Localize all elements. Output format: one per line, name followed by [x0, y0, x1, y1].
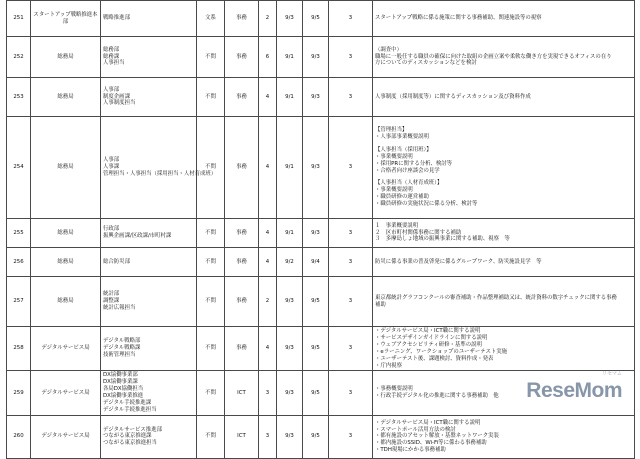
- row-number-cell: 257: [7, 277, 31, 327]
- department-line: 振興企画課/区政課/市町村課: [103, 233, 172, 239]
- department-line: 人事担当: [103, 60, 125, 67]
- table-row: [7, 78, 635, 117]
- department-line: 戦略推進部: [103, 15, 130, 22]
- department-line: デジタルサービス推進部: [103, 426, 162, 433]
- table-row: [7, 219, 635, 248]
- major-cell: 不問: [197, 117, 225, 219]
- department-cell: [101, 327, 197, 371]
- table-row: [7, 277, 635, 327]
- content-line: ・人事部事業概要説明: [375, 133, 429, 140]
- department-line: つながる東京推進課: [103, 433, 152, 440]
- department-cell: [101, 277, 197, 327]
- days-cell: 3: [329, 1, 373, 37]
- department-line: 人事部: [103, 86, 120, 93]
- field-cell: 事務: [225, 277, 259, 327]
- people-count-cell: 3: [259, 371, 277, 415]
- content-cell: [373, 277, 635, 327]
- content-line: 【人事担当（人材育成班）】: [375, 180, 443, 187]
- content-line: ・行政手続デジタル化の推進に関する事務補助 他: [375, 393, 499, 400]
- row-number-cell: 255: [7, 219, 31, 248]
- department-cell: [101, 1, 197, 37]
- row-number-cell: 260: [7, 415, 31, 458]
- department-line: 総務課: [103, 53, 120, 60]
- content-line: 職場に一般任する職員の確保に向けた取組の企画立案や柔軟な働き方を実現できるオフィスの在り: [375, 53, 612, 60]
- department-line: 調整課: [103, 298, 120, 305]
- people-count-cell: 6: [259, 37, 277, 78]
- content-line: ・事業概要説明: [375, 153, 413, 160]
- days-cell: 3: [329, 415, 373, 458]
- row-number-cell: 259: [7, 371, 31, 415]
- content-line: ・ユーザーテスト後、課題検討、資料作成・発表: [375, 355, 494, 362]
- major-cell: 不問: [197, 277, 225, 327]
- end-date-cell: 9/4: [303, 248, 329, 277]
- major-cell: 不問: [197, 219, 225, 248]
- department-line: 各局DX協働担当: [103, 386, 144, 393]
- people-count-cell: 2: [259, 277, 277, 327]
- bureau-cell: スタートアップ戦略推進本部: [31, 1, 101, 37]
- start-date-cell: 9/1: [277, 78, 303, 117]
- content-cell: [373, 327, 635, 371]
- start-date-cell: 9/3: [277, 327, 303, 371]
- people-count-cell: 4: [259, 78, 277, 117]
- department-line: 行政部: [103, 226, 120, 233]
- content-line: スタートアップ戦略に係る施策に関する事務補助、関連施設等の視察: [375, 15, 542, 22]
- people-count-cell: 4: [259, 117, 277, 219]
- content-line: ・職員研修の実施状況に係る分析、検討等: [375, 201, 478, 208]
- content-line: 防災に係る事業の普及啓発に係るグループワーク、防災施設見学 等: [375, 258, 542, 265]
- content-cell: [373, 248, 635, 277]
- field-cell: 事務: [225, 78, 259, 117]
- end-date-cell: 9/3: [303, 219, 329, 248]
- row-number-cell: 254: [7, 117, 31, 219]
- content-line: 【管理担当】: [375, 126, 408, 133]
- people-count-cell: 4: [259, 327, 277, 371]
- content-line: ・デジタルサービス局・ICT職に関する説明: [375, 328, 481, 334]
- bureau-cell: 総務局: [31, 277, 101, 327]
- bureau-cell: 総務局: [31, 117, 101, 219]
- days-cell: 3: [329, 37, 373, 78]
- department-line: デジタル手続推進課: [103, 400, 152, 407]
- row-number-cell: 252: [7, 37, 31, 78]
- content-cell: [373, 78, 635, 117]
- department-line: 管理担当・人事担当（採用担当・人材育成班）: [103, 170, 217, 177]
- bureau-cell: デジタルサービス局: [31, 371, 101, 415]
- department-line: 人事部: [103, 157, 120, 164]
- row-number-cell: 258: [7, 327, 31, 371]
- department-line: 総務部: [103, 46, 120, 53]
- people-count-cell: 2: [259, 1, 277, 37]
- people-count-cell: 3: [259, 415, 277, 458]
- end-date-cell: 9/3: [303, 78, 329, 117]
- end-date-cell: 9/5: [303, 1, 329, 37]
- bureau-cell: デジタルサービス局: [31, 327, 101, 371]
- content-cell: [373, 37, 635, 78]
- major-cell: 不問: [197, 415, 225, 458]
- table-row: [7, 117, 635, 219]
- department-cell: [101, 78, 197, 117]
- department-cell: [101, 415, 197, 458]
- content-cell: [373, 117, 635, 219]
- days-cell: 3: [329, 117, 373, 219]
- start-date-cell: 9/1: [277, 37, 303, 78]
- field-cell: 事務: [225, 248, 259, 277]
- bureau-cell: 総務局: [31, 78, 101, 117]
- end-date-cell: 9/5: [303, 327, 329, 371]
- content-line: ・職員研修の運営補助: [375, 194, 429, 201]
- department-cell: [101, 219, 197, 248]
- major-cell: 不問: [197, 248, 225, 277]
- major-cell: 不問: [197, 371, 225, 415]
- watermark-logo-text: ReseMom: [526, 379, 622, 402]
- content-line: ・庁内視察: [375, 362, 402, 369]
- content-line: ・都内施設のSSID、Wi-Fi等に係わる事務補助: [375, 440, 487, 447]
- content-line: ・採用PRに関する分析、検討等: [375, 160, 453, 167]
- department-cell: [101, 37, 197, 78]
- content-line: 方についてのディスカッションなどを検討: [375, 60, 477, 67]
- content-line: （調査中）: [375, 46, 402, 53]
- bureau-cell: 総務局: [31, 219, 101, 248]
- field-cell: 事務: [225, 117, 259, 219]
- row-number-cell: 251: [7, 1, 31, 37]
- major-cell: 不問: [197, 78, 225, 117]
- field-cell: ICT: [225, 371, 259, 415]
- content-cell: [373, 1, 635, 37]
- content-line: ・デジタルサービス局・ICT職に関する説明: [375, 419, 481, 426]
- major-cell: 不問: [197, 327, 225, 371]
- people-count-cell: 4: [259, 248, 277, 277]
- department-line: 人事制度担当: [103, 100, 136, 107]
- content-line: ・都有施設のアセット解放・基盤ネットワーク実装: [375, 433, 499, 440]
- field-cell: 事務: [225, 1, 259, 37]
- end-date-cell: 9/5: [303, 371, 329, 415]
- department-line: 人事課: [103, 164, 120, 171]
- end-date-cell: 9/5: [303, 277, 329, 327]
- start-date-cell: 9/3: [277, 415, 303, 458]
- start-date-cell: 9/3: [277, 277, 303, 327]
- content-line: ・合格者向け座談会の見学: [375, 167, 440, 174]
- content-line: 東京都統計グラフコンクールの審査補助・作品整理補助又は、統計資料の数字チェックに関する事務: [375, 294, 617, 301]
- end-date-cell: 9/3: [303, 37, 329, 78]
- days-cell: 3: [329, 78, 373, 117]
- row-number-cell: 253: [7, 78, 31, 117]
- content-line: ・ウェブアクセシビリティ研修・基準の説明: [375, 341, 482, 348]
- content-line: 人事制度（採用制度等）に関するディスカッション及び資料作成: [375, 93, 531, 100]
- content-line: ・TDH現場にかかる事務補助: [375, 447, 446, 454]
- content-cell: [373, 219, 635, 248]
- bureau-cell: デジタルサービス局: [31, 415, 101, 458]
- department-line: DX協働事業課: [103, 379, 138, 386]
- department-line: 技術管理担当: [103, 352, 136, 359]
- days-cell: 3: [329, 277, 373, 327]
- major-cell: 文系: [197, 1, 225, 37]
- days-cell: 3: [329, 371, 373, 415]
- people-count-cell: 4: [259, 219, 277, 248]
- field-cell: 事務: [225, 327, 259, 371]
- content-cell: [373, 415, 635, 458]
- content-line: １ 事業概要説明: [375, 222, 419, 229]
- resemom-watermark-logo: [514, 371, 622, 404]
- department-line: 総合防災部: [103, 258, 130, 265]
- content-line: ・事務概要説明: [375, 386, 413, 393]
- major-cell: 不問: [197, 37, 225, 78]
- days-cell: 3: [329, 327, 373, 371]
- start-date-cell: 9/1: [277, 117, 303, 219]
- department-line: 統計広報担当: [103, 304, 136, 311]
- content-line: ・スマートポール活用方法の検討: [375, 426, 456, 433]
- field-cell: 事務: [225, 219, 259, 248]
- bureau-cell: 総務局: [31, 37, 101, 78]
- content-line: ・サービスデザインガイドラインに関する説明: [375, 334, 488, 341]
- department-line: 統計部: [103, 291, 120, 298]
- table-row: [7, 37, 635, 78]
- start-date-cell: 9/3: [277, 1, 303, 37]
- end-date-cell: 9/5: [303, 415, 329, 458]
- table-row: [7, 327, 635, 371]
- table-row: [7, 248, 635, 277]
- table-row: [7, 1, 635, 37]
- department-cell: [101, 248, 197, 277]
- department-line: DX協働事業推進: [103, 393, 144, 400]
- content-line: ２ 区市町村関係事務に関する補助: [375, 229, 462, 236]
- content-line: ・事業概要説明: [375, 187, 413, 194]
- department-line: デジタル戦略部: [103, 338, 141, 345]
- department-line: デジタル手続推進担当: [103, 406, 157, 413]
- content-line: ３ 多摩島しょ地域の振興事業に関する補助、視察 等: [375, 236, 510, 243]
- days-cell: 3: [329, 248, 373, 277]
- start-date-cell: 9/1: [277, 219, 303, 248]
- content-line: 【人事担当（採用班）】: [375, 146, 432, 153]
- department-line: デジタル戦略課: [103, 345, 141, 352]
- content-line: ・eラーニング、ワークショップのユーザーテスト実施: [375, 348, 508, 355]
- department-cell: [101, 371, 197, 415]
- field-cell: 事務: [225, 37, 259, 78]
- department-line: つながる東京推進担当: [103, 440, 157, 447]
- field-cell: ICT: [225, 415, 259, 458]
- row-number-cell: 256: [7, 248, 31, 277]
- watermark-mini-text: リセマム: [602, 371, 622, 377]
- department-line: 制度企画課: [103, 93, 130, 100]
- end-date-cell: 9/3: [303, 117, 329, 219]
- content-line: 補助: [375, 301, 386, 308]
- bureau-cell: 総務局: [31, 248, 101, 277]
- days-cell: 3: [329, 219, 373, 248]
- start-date-cell: 9/3: [277, 371, 303, 415]
- department-line: DX協働事業部: [103, 372, 138, 379]
- table-row: [7, 415, 635, 458]
- start-date-cell: 9/2: [277, 248, 303, 277]
